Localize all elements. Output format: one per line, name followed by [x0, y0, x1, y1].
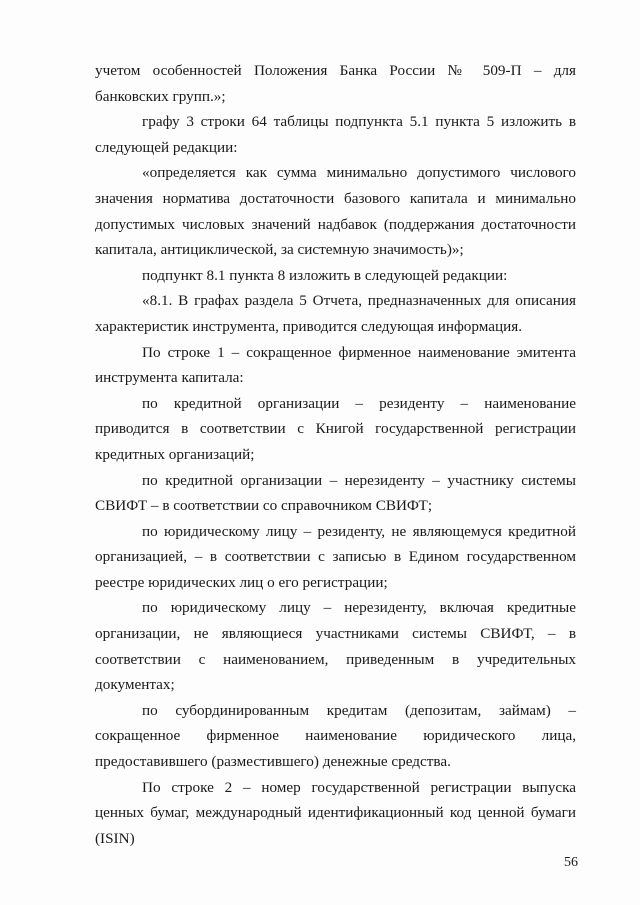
- document-body: [95, 58, 576, 851]
- paragraph-6: По строке 1 – сокращенное фирменное наименование эмитента инструмента капитала:: [95, 343, 576, 387]
- page-number: 56: [564, 855, 578, 870]
- paragraph-3: «определяется как сумма минимально допустимого числового значения норматива достаточности базового капитала и минимально допустимых числовых значений надбавок (поддержания достаточности капитала, антициклической, за системную значимость)»;: [95, 164, 576, 259]
- paragraph-10: по юридическому лицу – нерезиденту, включая кредитные организации, не являющиеся участниками системы СВИФТ, – в соответствии с наименованием, приведенным в учредительных документах;: [95, 599, 576, 694]
- paragraph-7: по кредитной организации – резиденту – наименование приводится в соответствии с Книгой государственной регистрации кредитных организаций;: [95, 394, 576, 463]
- paragraph-9: по юридическому лицу – резиденту, не являющемуся кредитной организацией, – в соответствии с записью в Едином государственном реестре юридических лиц о его регистрации;: [95, 522, 576, 591]
- paragraph-12: По строке 2 – номер государственной регистрации выпуска ценных бумаг, международный идентификационный код ценной бумаги (ISIN): [95, 778, 576, 847]
- paragraph-1: учетом особенностей Положения Банка России № 509-П – для банковских групп.»;: [95, 62, 576, 105]
- paragraph-5: «8.1. В графах раздела 5 Отчета, предназначенных для описания характеристик инструмента, приводится следующая информация.: [95, 292, 576, 335]
- paragraph-11: по субординированным кредитам (депозитам, займам) – сокращенное фирменное наименование юридического лица, предоставившего (разместившего) денежные средства.: [95, 701, 576, 771]
- paragraph-2: графу 3 строки 64 таблицы подпункта 5.1 пункта 5 изложить в следующей редакции:: [95, 113, 576, 156]
- paragraph-8: по кредитной организации – нерезиденту – участнику системы СВИФТ – в соответствии со справочником СВИФТ;: [95, 471, 576, 515]
- paragraph-4: подпункт 8.1 пункта 8 изложить в следующей редакции:: [142, 266, 508, 284]
